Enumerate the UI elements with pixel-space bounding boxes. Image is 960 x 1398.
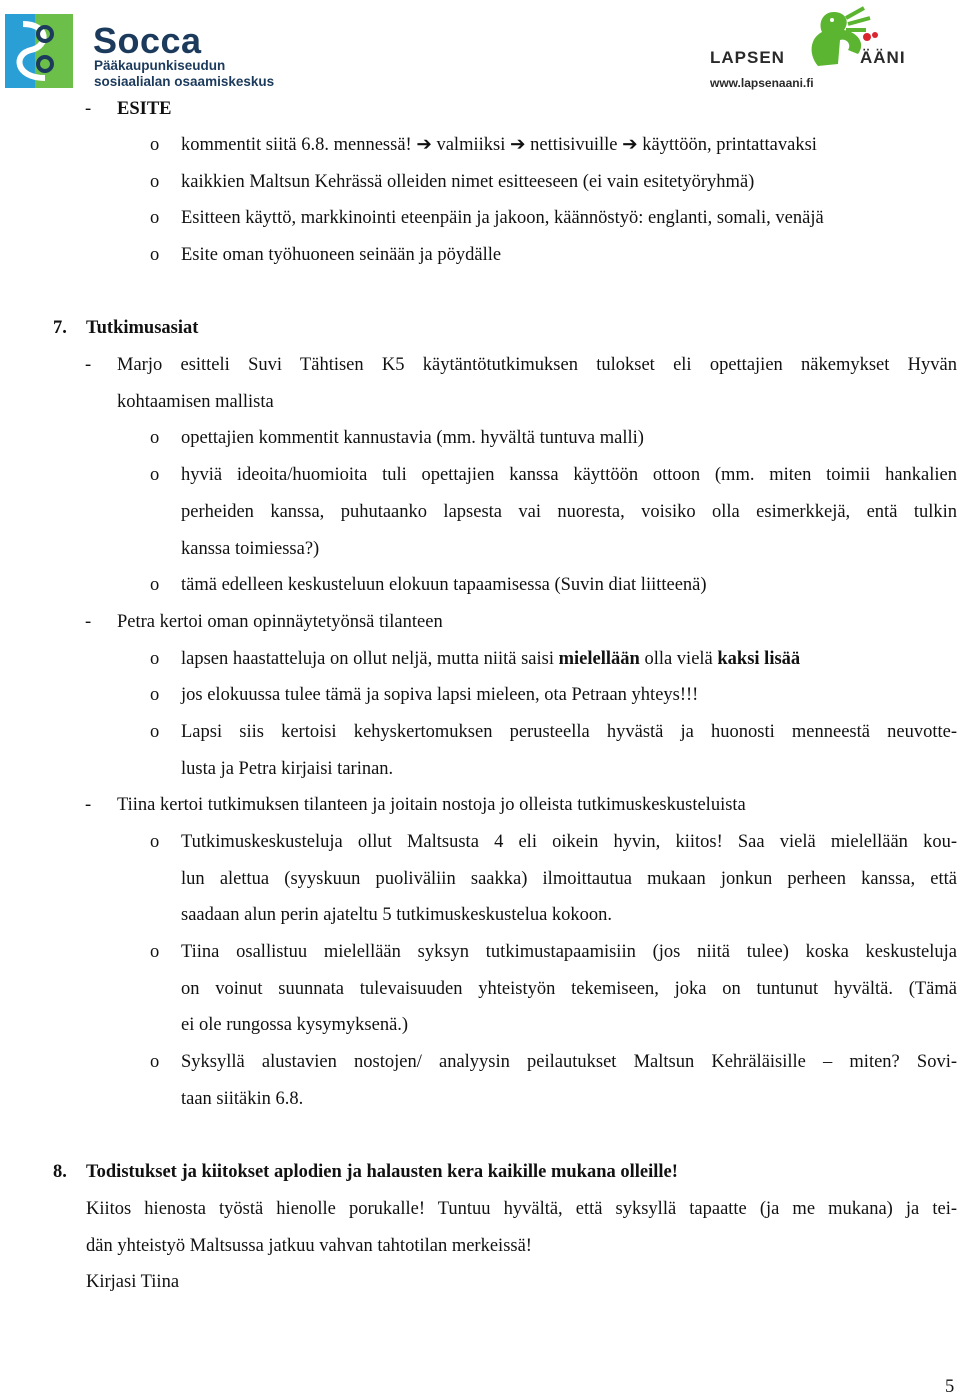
- bullet-marker: o: [150, 722, 160, 742]
- socca-title: Socca: [93, 20, 202, 61]
- section-8-line-1: Kiitos hienosta työstä hienolle porukalle! Tuntuu hyvältä, että syksyllä tapaatte (ja me mukana) ja tei-: [86, 1199, 957, 1219]
- tiina-sub-2-line-2: on voinut suunnata tulevaisuuden yhteistyön tekemiseen, joka on tuntunut hyvältä. (Tämä: [181, 979, 957, 999]
- tiina-sub-1-line-1: Tutkimuskeskusteluja ollut Maltsusta 4 eli oikein hyvin, kiitos! Saa vielä mielellään kou-: [181, 832, 957, 852]
- arrow-right-icon: ➔: [622, 135, 638, 155]
- lapsen-word: LAPSEN: [710, 48, 785, 67]
- tiina-line: Tiina kertoi tutkimuksen tilanteen ja joitain nostoja jo olleista tutkimuskeskusteluista: [117, 795, 746, 815]
- section-8-line-2: dän yhteistyö Maltsussa jatkuu vahvan tahtotilan merkeissä!: [86, 1236, 532, 1256]
- signature: Kirjasi Tiina: [86, 1272, 180, 1292]
- socca-subtitle-1: Pääkaupunkiseudun: [94, 58, 226, 73]
- esite-item-2: kaikkien Maltsun Kehrässä olleiden nimet esitteeseen (ei vain esitetyöryhmä): [181, 172, 755, 192]
- section-7-heading: Tutkimusasiat: [86, 318, 199, 338]
- bullet-marker: o: [150, 685, 160, 705]
- esite-item-4: Esite oman työhuoneen seinään ja pöydälle: [181, 245, 502, 265]
- tiina-sub-1-line-2: lun alettua (syyskuun puoliväliin saakka) ilmoittautua mukaan jonkun perheen kanssa, että: [181, 869, 957, 889]
- bullet-marker: o: [150, 1052, 160, 1072]
- tiina-sub-3-line-2: taan siitäkin 6.8.: [181, 1089, 304, 1109]
- marjo-line-2: kohtaamisen mallista: [117, 392, 274, 412]
- bullet-marker: o: [150, 208, 160, 228]
- marjo-sub-2-line-2: perheiden kanssa, puhutaanko lapsesta vai nuoresta, voisiko olla esimerkkejä, entä tulkin: [181, 502, 957, 522]
- bullet-marker: o: [150, 575, 160, 595]
- petra-sub-2: jos elokuussa tulee tämä ja sopiva lapsi mieleen, ota Petraan yhteys!!!: [181, 685, 699, 705]
- dash-marker: -: [85, 99, 92, 119]
- lapsen-aani-logo: [700, 4, 925, 94]
- bullet-marker: o: [150, 465, 160, 485]
- lapsen-aani-url: www.lapsenaani.fi: [710, 76, 814, 90]
- petra-sub-3-line-2: lusta ja Petra kirjaisi tarinan.: [181, 759, 394, 779]
- section-7-number: 7.: [53, 318, 67, 338]
- petra-sub-3-line-1: Lapsi siis kertoisi kehyskertomuksen perusteella hyvästä ja huonosti menneestä neuvotte-: [181, 722, 957, 742]
- bullet-marker: o: [150, 135, 160, 155]
- esite-heading: ESITE: [117, 99, 172, 119]
- tiina-sub-2-line-3: ei ole rungossa kysymyksenä.): [181, 1015, 409, 1035]
- aani-word: ÄÄNI: [860, 48, 906, 67]
- tiina-sub-1-line-3: saadaan alun perin ajateltu 5 tutkimuskeskustelua kokoon.: [181, 905, 613, 925]
- dash-marker: -: [85, 795, 92, 815]
- petra-sub-1: lapsen haastatteluja on ollut neljä, mutta niitä saisi mielellään olla vielä kaksi lisää: [181, 649, 801, 669]
- tiina-sub-3-line-1: Syksyllä alustavien nostojen/ analyysin peilautukset Maltsun Kehräläisille – miten? Sovi-: [181, 1052, 957, 1072]
- dash-marker: -: [85, 355, 92, 375]
- bullet-marker: o: [150, 942, 160, 962]
- section-8-number: 8.: [53, 1162, 67, 1182]
- esite-item-1: kommentit siitä 6.8. mennessä! ➔ valmiiksi ➔ nettisivuille ➔ käyttöön, printattavaksi: [181, 135, 817, 155]
- tiina-sub-2-line-1: Tiina osallistuu mielellään syksyn tutkimustapaamisiin (jos niitä tulee) koska keskusteluja: [181, 942, 957, 962]
- bullet-marker: o: [150, 172, 160, 192]
- dash-marker: -: [85, 612, 92, 632]
- arrow-right-icon: ➔: [509, 135, 526, 155]
- esite-item-3: Esitteen käyttö, markkinointi eteenpäin ja jakoon, käännöstyö: englanti, somali, venäjä: [181, 208, 824, 228]
- bullet-marker: o: [150, 428, 160, 448]
- socca-logo-mark-icon: [5, 10, 85, 90]
- marjo-sub-2-line-1: hyviä ideoita/huomioita tuli opettajien kanssa käyttöön ottoon (mm. miten toimii hankalien: [181, 465, 957, 485]
- socca-logo: [5, 10, 275, 92]
- marjo-sub-3: tämä edelleen keskusteluun elokuun tapaamisessa (Suvin diat liitteenä): [181, 575, 707, 595]
- socca-subtitle-2: sosiaalialan osaamiskeskus: [94, 74, 275, 89]
- bullet-marker: o: [150, 832, 160, 852]
- marjo-sub-2-line-3: kanssa toimiessa?): [181, 539, 320, 559]
- bullet-marker: o: [150, 649, 160, 669]
- bullet-marker: o: [150, 245, 160, 265]
- section-8-heading: Todistukset ja kiitokset aplodien ja halausten kera kaikille mukana olleille!: [86, 1162, 678, 1182]
- petra-line: Petra kertoi oman opinnäytetyönsä tilanteen: [117, 612, 443, 632]
- marjo-line-1: Marjo esitteli Suvi Tähtisen K5 käytäntötutkimuksen tulokset eli opettajien näkemykset Hyvän: [117, 355, 957, 375]
- arrow-right-icon: ➔: [416, 135, 432, 155]
- marjo-sub-1: opettajien kommentit kannustavia (mm. hyvältä tuntuva malli): [181, 428, 644, 448]
- page-number: 5: [945, 1377, 955, 1397]
